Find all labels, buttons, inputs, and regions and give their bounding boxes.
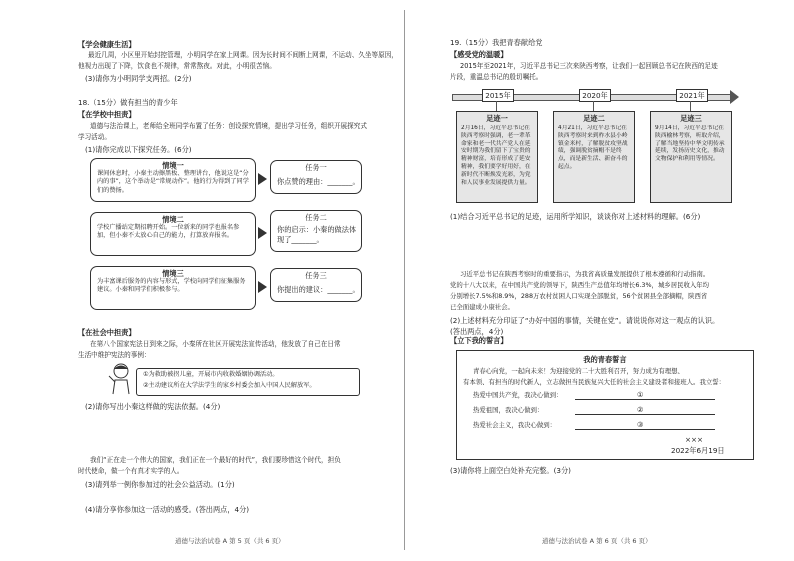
vow-paragraph-2: 有本领、有担当的时代新人，立志做担当民族复兴大任的社会主义建设者和接班人。我立誓： [463, 378, 726, 386]
health-question-3: (3)请你为小明同学支两招。(2分) [85, 74, 192, 83]
feel-question-2b: (答出两点，4分) [450, 327, 504, 336]
era-paragraph-1: 我们“正在走一个伟大的国家，我们正在一个最好的时代”，我们要珍惜这个时代，担负 [90, 456, 341, 464]
question-19-title: 19.（15分）我把青春献给党 [450, 38, 543, 47]
feel-question-1: (1)结合习近平总书记的足迹，运用所学知识，谈谈你对上述材料的理解。(6分) [450, 212, 701, 221]
situation-3-box [90, 266, 256, 310]
footprint-2-title: 足迹二 [583, 114, 605, 123]
situation-2-text: 学校广播站定期招聘开始。一位新来的同学也报名参加，但小秦不太放心自己的能力，打算放弃报名。 [97, 224, 240, 240]
timeline-arrow-icon [730, 90, 739, 104]
example-box [136, 368, 360, 396]
task-3-title: 任务三 [305, 271, 327, 280]
footprint-3-text: 9月14日，习近平总书记在陕西榆林考察，听取介绍，了解当地坚持中华文明传承延续，发扬历史文化，推动文物保护和利用等情况。 [655, 125, 725, 163]
right-page [404, 0, 794, 561]
school-paragraph-2: 学习活动。 [78, 133, 111, 141]
para-a-2: 党的十八大以来，在中国共产党的领导下，陕西生产总值年均增长6.3%，城乡居民收入年均 [450, 281, 710, 289]
vow-title: 我的青春誓言 [583, 355, 627, 364]
school-paragraph-1: 道德与法治课上，老师给全班同学布置了任务：创设探究情境，提出学习任务，组织开展探究式 [90, 122, 367, 130]
timeline-connector [593, 101, 594, 111]
situation-2-box [90, 212, 256, 256]
vow-line-2-marker: ② [637, 405, 644, 414]
arrow-icon [258, 281, 267, 293]
feel-paragraph-1: 2015年至2021年，习近平总书记三次来陕西考察，让我们一起回顾总书记在陕西的足迹 [460, 62, 718, 70]
situation-1-box [90, 158, 256, 202]
left-page-footer: 道德与法治试卷 A 第 5 页（共 6 页） [175, 537, 285, 545]
example-1: ①为救助被拐儿童，开展市内收救婚姻协调活动。 [143, 371, 279, 378]
feel-question-2a: (2)上述材料充分印证了“办好中国的事情，关键在党”。请说说你对这一观点的认识。 [450, 316, 720, 325]
feel-paragraph-2: 片段，重温总书记的殷切嘱托。 [450, 73, 543, 81]
vow-line-3-label: 热爱社会主义，我决心做到： [473, 421, 557, 429]
footprint-2-text: 4月21日，习近平总书记在陕西考察时来到柞水县小岭镇金米村，了解脱贫攻坚战绩，强调脱贫摘帽不是终点，而是新生活、新奋斗的起点。 [558, 125, 628, 171]
situation-1-title: 情境一 [162, 161, 184, 170]
health-paragraph-2: 他视力出现了下降，饮食也不规律，常常熬夜。对此，小明很苦恼。 [78, 62, 276, 70]
footprint-3-card [650, 111, 732, 203]
vow-line-1-marker: ① [637, 390, 644, 399]
footprint-1-text: 2月16日，习近平总书记在陕西考察时强调，老一辈革命家和老一代共产党人在延安时期为我们留下了宝贵的精神财富，培育形成了延安精神，我们要学好用好，在新时代不断焕发光彩，为党和人民事业发展提供力量。 [461, 125, 531, 186]
health-paragraph-1: 最近几周，小区里开始封控管理，小明同学在家上网课。因为长时间不间断上网课，不运动、久坐等原因， [88, 51, 398, 59]
footprint-2-card [553, 111, 635, 203]
situation-1-text: 课间休息时，小秦主动擦黑板、整理讲台，他说这是“分内的事”，这个举动是“常规动作”。他的行为得到了同学们的赞扬。 [97, 170, 249, 194]
feel-question-3: (3)请你将上面空白处补充完整。(3分) [450, 466, 571, 475]
vow-line-2-blank[interactable] [575, 414, 715, 415]
vow-line-1-label: 热爱中国共产党，我决心做到： [473, 391, 563, 399]
society-paragraph-1: 在第八个国家宪法日到来之际，小秦所在社区开展宪法宣传活动，他发放了自己在日常 [90, 340, 341, 348]
vow-line-2-label: 热爱祖国，我决心做到： [473, 406, 544, 414]
task-2-text: 你的启示：小秦的做法体现了_______。 [277, 225, 357, 245]
vow-line-3-marker: ③ [637, 420, 644, 429]
footprint-3-title: 足迹三 [680, 114, 702, 123]
footprint-1-card [456, 111, 538, 203]
para-a-1: 习近平总书记在陕西考察时的重要指示，为我省高质量发展提供了根本遵循和行动指南。 [460, 270, 710, 278]
vow-date: 2022年6月19日 [671, 446, 725, 455]
society-question-2: (2)请你写出小秦这样做的宪法依据。(4分) [85, 402, 221, 411]
task-1-text: 你点赞的理由：_______。 [277, 177, 360, 186]
task-1-title: 任务一 [305, 163, 327, 172]
year-label-2021: 2021年 [676, 89, 708, 102]
society-question-4: (4)请分享你参加这一活动的感受。(答出两点，4分) [85, 505, 250, 514]
arrow-icon [258, 227, 267, 239]
year-label-2015: 2015年 [482, 89, 514, 102]
task-2-box [270, 210, 362, 252]
situation-3-title: 情境三 [162, 269, 184, 278]
situation-2-title: 情境二 [162, 215, 184, 224]
section-health-heading: 【学会健康生活】 [78, 40, 136, 49]
timeline-connector [690, 101, 691, 111]
situation-3-text: 为丰富课后服务的内容与形式，学校向同学们征集服务建议。小秦和同学们积极参与。 [97, 278, 246, 294]
footprint-1-title: 足迹一 [486, 114, 508, 123]
task-1-box [270, 160, 362, 194]
year-label-2020: 2020年 [579, 89, 611, 102]
section-message-heading: 【立下我的誓言】 [450, 336, 508, 345]
vow-line-3-blank[interactable] [575, 429, 715, 430]
society-paragraph-2: 生活中维护宪法的事例： [78, 351, 151, 359]
section-feel-heading: 【感受党的温暖】 [450, 50, 508, 59]
task-3-text: 你提出的建议：_______。 [277, 285, 360, 294]
right-page-footer: 道德与法治试卷 A 第 6 页（共 6 页） [542, 537, 652, 545]
para-a-4: 已全面建成小康社会。 [450, 303, 514, 311]
section-school-heading: 【在学校中担责】 [78, 110, 136, 119]
arrow-icon [258, 173, 267, 185]
student-figure-icon [108, 362, 134, 396]
school-question-1: (1)请你完成以下探究任务。(6分) [85, 145, 192, 154]
para-a-3: 分别增长7.5%和8.9%，288万农村贫困人口实现全部脱贫，56个贫困县全部摘帽，陕西省 [450, 292, 708, 300]
society-question-3: (3)请列举一例你参加过的社会公益活动。(1分) [85, 480, 235, 489]
task-2-title: 任务二 [305, 213, 327, 222]
era-paragraph-2: 时代使命，做一个有真才实学的人。 [78, 467, 184, 475]
example-2: ②主动建议所在大学法学生的家乡村委会加入中国人民解放军。 [143, 382, 316, 389]
timeline-connector [496, 101, 497, 111]
question-18-title: 18.（15分）做有担当的青少年 [78, 98, 178, 107]
vow-card [456, 350, 754, 460]
task-3-box [270, 268, 362, 302]
vow-line-1-blank[interactable] [575, 399, 715, 400]
vow-paragraph-1: 青春心向党，一起向未来！为迎接党的二十大胜利召开，努力成为有理想、 [473, 367, 684, 375]
vow-signature: ××× [685, 435, 704, 444]
section-society-heading: 【在社会中担责】 [78, 328, 136, 337]
